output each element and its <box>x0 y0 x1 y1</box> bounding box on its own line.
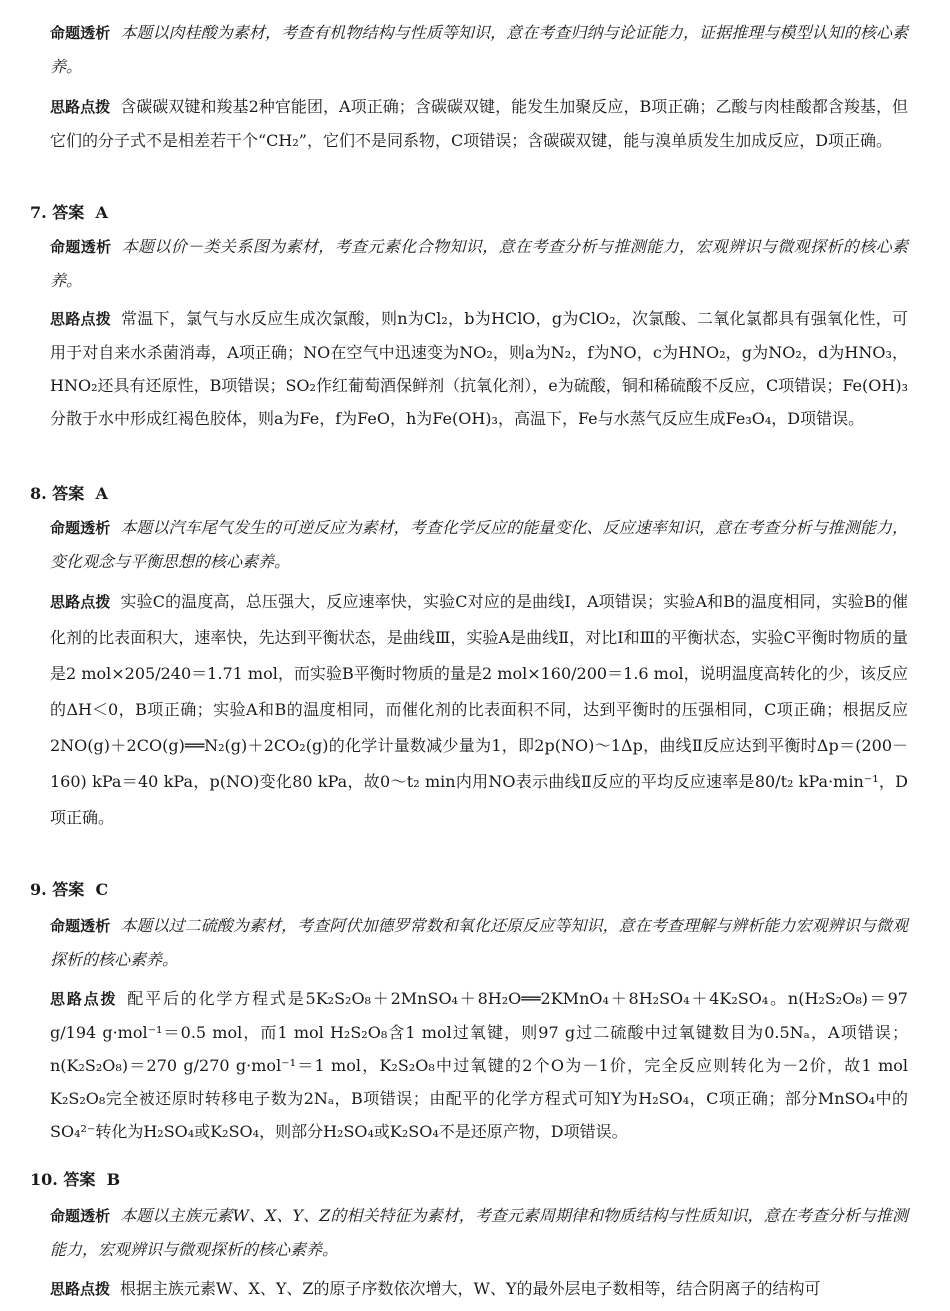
q6-analysis <box>50 16 908 83</box>
analysis-label: 命题透析 <box>50 238 112 256</box>
analysis-label: 命题透析 <box>50 917 111 935</box>
q9-answer-line <box>30 873 108 906</box>
hint-text: 配平后的化学方程式是5K₂S₂O₈＋2MnSO₄＋8H₂O══2KMnO₄＋8H₂SO₄＋4K₂SO₄。n(H₂S₂O₈)＝97 g/194 g·mol⁻¹＝0.5 mol，而1 mol H₂S₂O₈含1 mol过氧键，则97 g过二硫酸中过氧键数目为0.5Nₐ，A项错误；n(K₂S₂O₈)＝270 g/270 g·mol⁻¹＝1 mol，K₂S₂O₈中过氧键的2个O为－1价，完全反应则转化为－2价，故1 mol K₂S₂O₈完全被还原时转移电子数为2Nₐ，B项错误；由配平的化学方程式可知Y为H₂SO₄，C项正确；部分MnSO₄中的SO₄²⁻转化为H₂SO₄或K₂SO₄，则部分H₂SO₄或K₂SO₄不是还原产物，D项错误。 <box>50 989 908 1141</box>
hint-text: 根据主族元素W、X、Y、Z的原子序数依次增大，W、Y的最外层电子数相等，结合阴离子的结构可 <box>120 1279 821 1298</box>
answer-label: 答案 <box>52 880 85 899</box>
analysis-label: 命题透析 <box>50 24 111 42</box>
hint-text: 实验C的温度高，总压强大，反应速率快，实验C对应的是曲线Ⅰ，A项错误；实验A和B的温度相同，实验B的催化剂的比表面积大，速率快，先达到平衡状态，是曲线Ⅲ，实验A是曲线Ⅱ，对比Ⅰ和Ⅲ的平衡状态，实验C平衡时物质的量是2 mol×205/240＝1.71 mol，而实验B平衡时物质的量是2 mol×160/200＝1.6 mol，说明温度高转化的少，该反应的ΔH＜0，B项正确；实验A和B的温度相同，而催化剂的比表面积不同，达到平衡时的压强相同，C项正确；根据反应2NO(g)＋2CO(g)══N₂(g)＋2CO₂(g)的化学计量数减少量为1，即2p(NO)～1Δp，曲线Ⅱ反应达到平衡时Δp＝(200－160) kPa＝40 kPa，p(NO)变化80 kPa，故0～t₂ min内用NO表示曲线Ⅱ反应的平均反应速率是80/t₂ kPa·min⁻¹，D项正确。 <box>50 592 908 827</box>
question-number: 8. <box>30 484 47 503</box>
hint-label: 思路点拨 <box>50 990 118 1008</box>
answer-value: B <box>106 1170 121 1189</box>
analysis-text: 本题以肉桂酸为素材，考查有机物结构与性质等知识，意在考查归纳与论证能力，证据推理与模型认知的核心素养。 <box>50 23 908 76</box>
q8-answer-line <box>30 477 108 510</box>
q7-hint <box>50 302 908 435</box>
analysis-text: 本题以主族元素W、X、Y、Z的相关特征为素材，考查元素周期律和物质结构与性质知识，意在考查分析与推测能力，宏观辨识与微观探析的核心素养。 <box>50 1206 908 1259</box>
hint-text: 含碳碳双键和羧基2种官能团，A项正确；含碳碳双键，能发生加聚反应，B项正确；乙酸与肉桂酸都含羧基，但它们的分子式不是相差若干个“CH₂”，它们不是同系物，C项错误；含碳碳双键，能与溴单质发生加成反应，D项正确。 <box>50 97 908 150</box>
analysis-text: 本题以汽车尾气发生的可逆反应为素材，考查化学反应的能量变化、反应速率知识，意在考查分析与推测能力，变化观念与平衡思想的核心素养。 <box>50 518 908 571</box>
question-number: 10. <box>30 1170 58 1189</box>
answer-label: 答案 <box>63 1170 96 1189</box>
analysis-label: 命题透析 <box>50 519 111 537</box>
q10-hint <box>50 1272 908 1306</box>
question-number: 7. <box>30 203 47 222</box>
q10-analysis <box>50 1199 908 1266</box>
q9-analysis <box>50 909 908 976</box>
q6-hint <box>50 90 908 157</box>
q7-analysis <box>50 230 908 297</box>
hint-text: 常温下，氯气与水反应生成次氯酸，则n为Cl₂，b为HClO，g为ClO₂，次氯酸、二氧化氯都具有强氧化性，可用于对自来水杀菌消毒，A项正确；NO在空气中迅速变为NO₂，则a为N₂，f为NO，c为HNO₂，g为NO₂，d为HNO₃，HNO₂还具有还原性，B项错误；SO₂作红葡萄酒保鲜剂（抗氧化剂），e为硫酸，铜和稀硫酸不反应，C项错误；Fe(OH)₃分散于水中形成红褐色胶体，则a为Fe，f为FeO，h为Fe(OH)₃，高温下，Fe与水蒸气反应生成Fe₃O₄，D项错误。 <box>50 309 908 428</box>
q9-hint <box>50 982 908 1148</box>
analysis-label: 命题透析 <box>50 1207 111 1225</box>
hint-label: 思路点拨 <box>50 593 111 611</box>
hint-label: 思路点拨 <box>50 98 111 116</box>
question-number: 9. <box>30 880 47 899</box>
answer-label: 答案 <box>52 484 85 503</box>
answer-value: A <box>95 484 108 503</box>
q10-answer-line <box>30 1163 120 1196</box>
q7-answer-line <box>30 196 108 229</box>
analysis-text: 本题以过二硫酸为素材，考查阿伏加德罗常数和氧化还原反应等知识，意在考查理解与辨析能力宏观辨识与微观探析的核心素养。 <box>50 916 908 969</box>
hint-label: 思路点拨 <box>50 1280 111 1298</box>
answer-value: C <box>95 880 109 899</box>
q8-hint <box>50 584 908 836</box>
answer-value: A <box>95 203 108 222</box>
hint-label: 思路点拨 <box>50 310 111 328</box>
answer-label: 答案 <box>52 203 85 222</box>
q8-analysis <box>50 511 908 578</box>
analysis-text: 本题以价－类关系图为素材，考查元素化合物知识，意在考查分析与推测能力，宏观辨识与微观探析的核心素养。 <box>50 237 908 290</box>
